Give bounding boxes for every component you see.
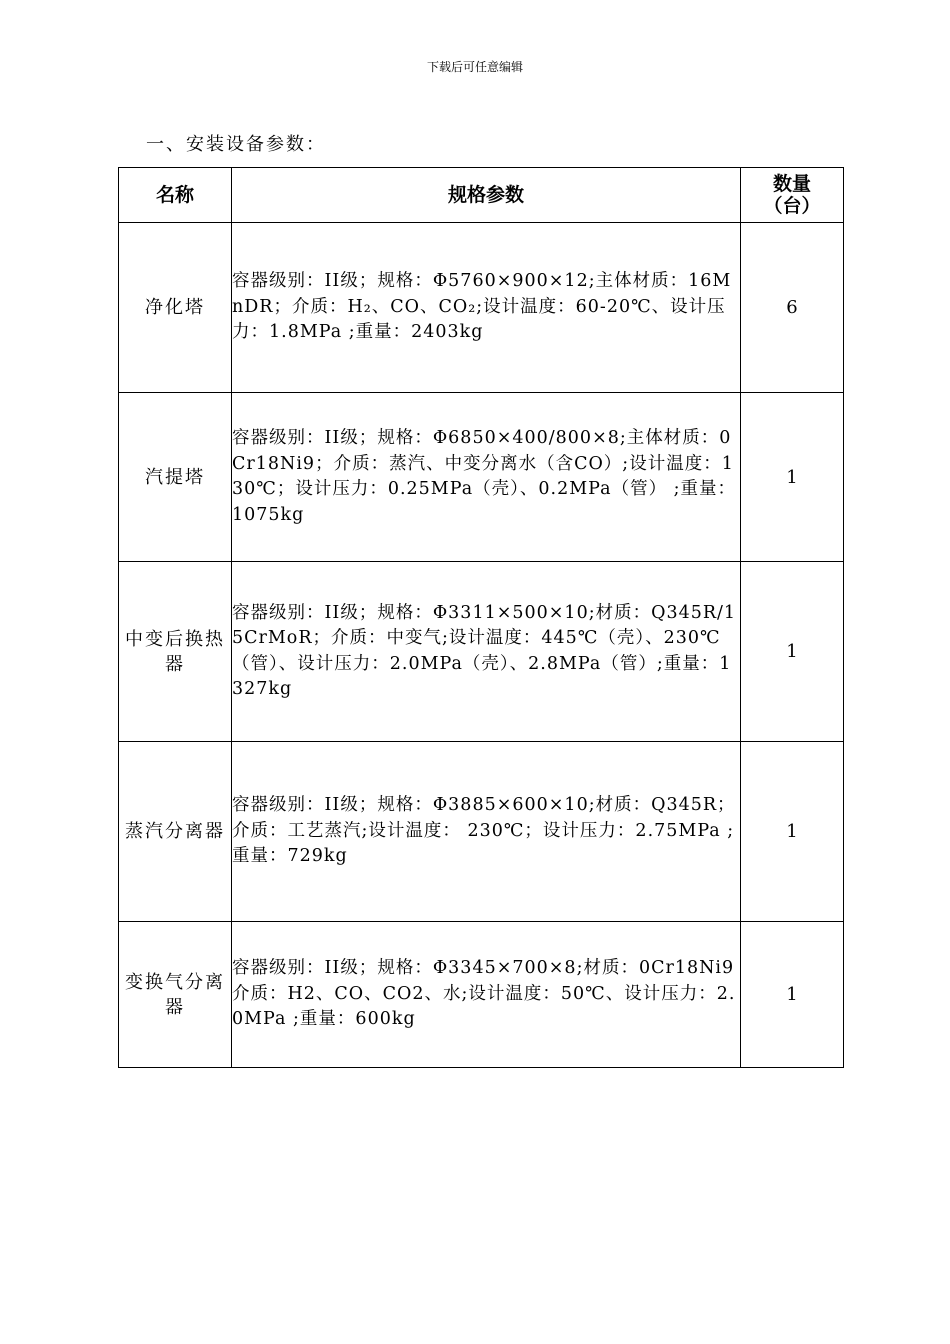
row-spec: 容器级别：II级；规格：Φ6850×400/800×8;主体材质：0Cr18Ni9；介质：蒸汽、中变分离水（含CO）;设计温度：130℃；设计压力：0.25MPa（壳）、0.2MPa（管） ;重量：1075kg (232, 393, 741, 562)
equipment-spec-table (118, 167, 844, 1068)
row-qty: 1 (741, 562, 844, 742)
table-row (119, 223, 844, 393)
row-qty: 6 (741, 223, 844, 393)
table-row (119, 742, 844, 922)
table-row (119, 393, 844, 562)
row-spec: 容器级别：II级；规格：Φ3885×600×10;材质：Q345R；介质：工艺蒸汽;设计温度： 230℃；设计压力：2.75MPa ;重量：729kg (232, 742, 741, 922)
table-row (119, 562, 844, 742)
row-name: 中变后换热器 (119, 562, 232, 742)
header-spec: 规格参数 (232, 168, 741, 223)
row-spec: 容器级别：II级；规格：Φ3311×500×10;材质：Q345R/15CrMoR；介质：中变气;设计温度：445℃（壳）、230℃（管）、设计压力：2.0MPa（壳）、2.8MPa（管）;重量：1327kg (232, 562, 741, 742)
row-name: 蒸汽分离器 (119, 742, 232, 922)
header-name: 名称 (119, 168, 232, 223)
row-name: 净化塔 (119, 223, 232, 393)
table-header-row (119, 168, 844, 223)
table-row (119, 922, 844, 1068)
row-spec: 容器级别：II级；规格：Φ3345×700×8;材质：0Cr18Ni9介质：H2、CO、CO2、水;设计温度：50℃、设计压力：2.0MPa ;重量：600kg (232, 922, 741, 1068)
row-name: 汽提塔 (119, 393, 232, 562)
row-qty: 1 (741, 922, 844, 1068)
row-name: 变换气分离器 (119, 922, 232, 1068)
header-qty (741, 168, 844, 223)
section-title: 一、安装设备参数： (146, 134, 326, 155)
header-note: 下载后可任意编辑 (426, 60, 523, 74)
header-qty-line1: 数量 (772, 173, 811, 195)
row-qty: 1 (741, 742, 844, 922)
row-spec: 容器级别：II级；规格：Φ5760×900×12;主体材质：16MnDR；介质：H₂、CO、CO₂;设计温度：60-20℃、设计压力：1.8MPa ;重量：2403kg (232, 223, 741, 393)
row-qty: 1 (741, 393, 844, 562)
header-qty-line2: （台） (763, 195, 821, 217)
